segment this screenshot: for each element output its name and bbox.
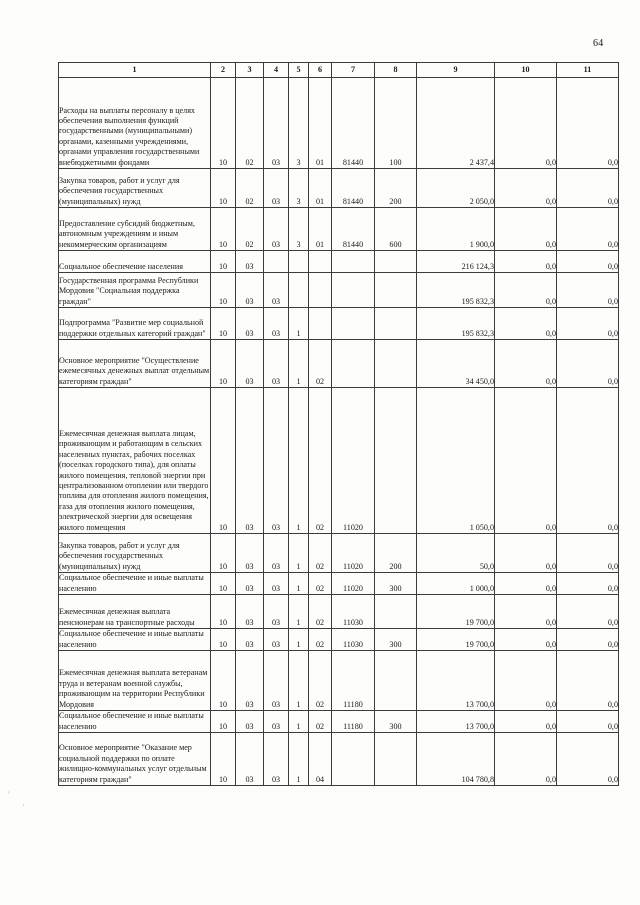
- code-cell-c4: 03: [264, 388, 289, 534]
- code-cell-c5: 1: [289, 733, 309, 786]
- row-name-cell: [59, 629, 211, 651]
- code-cell-c2: 10: [211, 534, 236, 573]
- amount-cell-c11: 0,0: [557, 573, 619, 595]
- code-cell-c6: 04: [309, 733, 332, 786]
- row-name-cell: [59, 651, 211, 711]
- code-cell-c6: 01: [309, 208, 332, 251]
- code-cell-c4: 03: [264, 573, 289, 595]
- table-row: [59, 251, 619, 273]
- code-cell-c3: 02: [236, 208, 264, 251]
- row-name: Социальное обеспечение и иные выплаты населению: [59, 629, 204, 649]
- amount-cell-c10: 0,0: [495, 169, 557, 208]
- code-cell-c8: 200: [375, 169, 417, 208]
- code-cell-c7: 11030: [332, 595, 375, 629]
- code-cell-c5: 3: [289, 169, 309, 208]
- code-cell-c6: 02: [309, 573, 332, 595]
- row-name-cell: [59, 78, 211, 169]
- code-cell-c4: 03: [264, 711, 289, 733]
- column-header-9: 9: [417, 63, 495, 78]
- row-name: Ежемесячная денежная выплата ветеранам труда и ветеранам военной службы, проживающим на территории Республики Мордовия: [59, 668, 208, 709]
- amount-cell-c11: 0,0: [557, 711, 619, 733]
- table-row: [59, 340, 619, 388]
- amount-cell-c9: 195 832,3: [417, 273, 495, 308]
- code-cell-c2: 10: [211, 78, 236, 169]
- code-cell-c2: 10: [211, 388, 236, 534]
- row-name-cell: [59, 534, 211, 573]
- code-cell-c7: [332, 733, 375, 786]
- code-cell-c2: 10: [211, 169, 236, 208]
- code-cell-c4: 03: [264, 308, 289, 340]
- row-name-cell: [59, 388, 211, 534]
- amount-cell-c10: 0,0: [495, 733, 557, 786]
- amount-cell-c9: 104 780,8: [417, 733, 495, 786]
- amount-cell-c9: 34 450,0: [417, 340, 495, 388]
- code-cell-c5: 3: [289, 78, 309, 169]
- code-cell-c7: 11020: [332, 534, 375, 573]
- code-cell-c3: 03: [236, 629, 264, 651]
- table-row: [59, 208, 619, 251]
- row-name-cell: [59, 169, 211, 208]
- amount-cell-c10: 0,0: [495, 251, 557, 273]
- table-row: [59, 308, 619, 340]
- row-name: Социальное обеспечение и иные выплаты населению: [59, 711, 204, 731]
- code-cell-c5: 1: [289, 629, 309, 651]
- code-cell-c3: 03: [236, 651, 264, 711]
- column-header-1: 1: [59, 63, 211, 78]
- amount-cell-c10: 0,0: [495, 78, 557, 169]
- code-cell-c4: 03: [264, 340, 289, 388]
- code-cell-c2: 10: [211, 595, 236, 629]
- code-cell-c4: 03: [264, 534, 289, 573]
- code-cell-c7: 11020: [332, 388, 375, 534]
- amount-cell-c9: 2 437,4: [417, 78, 495, 169]
- column-header-8: 8: [375, 63, 417, 78]
- row-name-cell: [59, 573, 211, 595]
- table-row: [59, 573, 619, 595]
- code-cell-c8: [375, 251, 417, 273]
- row-name: Основное мероприятие "Оказание мер социальной поддержки по оплате жилищно-коммунальных услуг отдельным категориям граждан": [59, 743, 207, 784]
- code-cell-c2: 10: [211, 629, 236, 651]
- code-cell-c5: [289, 273, 309, 308]
- code-cell-c5: 1: [289, 651, 309, 711]
- amount-cell-c11: 0,0: [557, 595, 619, 629]
- code-cell-c7: [332, 251, 375, 273]
- amount-cell-c9: 1 900,0: [417, 208, 495, 251]
- column-header-11: 11: [557, 63, 619, 78]
- amount-cell-c9: 13 700,0: [417, 711, 495, 733]
- table-row: [59, 169, 619, 208]
- code-cell-c7: 81440: [332, 78, 375, 169]
- code-cell-c2: 10: [211, 208, 236, 251]
- amount-cell-c11: 0,0: [557, 169, 619, 208]
- code-cell-c6: 02: [309, 388, 332, 534]
- code-cell-c6: 02: [309, 711, 332, 733]
- scan-mark: ': [8, 790, 10, 800]
- code-cell-c7: 11020: [332, 573, 375, 595]
- code-cell-c7: 11030: [332, 629, 375, 651]
- code-cell-c6: [309, 251, 332, 273]
- code-cell-c8: [375, 388, 417, 534]
- code-cell-c4: 03: [264, 733, 289, 786]
- code-cell-c7: 81440: [332, 169, 375, 208]
- amount-cell-c10: 0,0: [495, 308, 557, 340]
- table-row: [59, 651, 619, 711]
- code-cell-c4: 03: [264, 595, 289, 629]
- code-cell-c6: [309, 273, 332, 308]
- amount-cell-c11: 0,0: [557, 651, 619, 711]
- code-cell-c3: 02: [236, 78, 264, 169]
- budget-table: [58, 62, 619, 786]
- amount-cell-c11: 0,0: [557, 251, 619, 273]
- code-cell-c6: 01: [309, 78, 332, 169]
- table-row: [59, 711, 619, 733]
- table-row: [59, 595, 619, 629]
- amount-cell-c10: 0,0: [495, 573, 557, 595]
- column-header-5: 5: [289, 63, 309, 78]
- code-cell-c7: 81440: [332, 208, 375, 251]
- amount-cell-c10: 0,0: [495, 340, 557, 388]
- code-cell-c8: 300: [375, 573, 417, 595]
- code-cell-c8: [375, 308, 417, 340]
- code-cell-c8: [375, 733, 417, 786]
- code-cell-c7: [332, 273, 375, 308]
- table-body: [59, 78, 619, 786]
- code-cell-c5: 3: [289, 208, 309, 251]
- code-cell-c5: 1: [289, 595, 309, 629]
- code-cell-c7: 11180: [332, 711, 375, 733]
- amount-cell-c9: 216 124,3: [417, 251, 495, 273]
- amount-cell-c9: 1 000,0: [417, 573, 495, 595]
- code-cell-c2: 10: [211, 308, 236, 340]
- amount-cell-c11: 0,0: [557, 629, 619, 651]
- code-cell-c8: [375, 651, 417, 711]
- row-name-cell: [59, 251, 211, 273]
- row-name: Ежемесячная денежная выплата лицам, проживающим и работающим в сельских населенных пунктах, рабочих поселках (поселках городского типа), для оплаты жилого помещения, тепловой энергии при централизованном отоплении или твердого топлива для отопления жилого помещения, газа для отопления жилого помещения, электрической энергии для освещения жилого помещения: [59, 428, 209, 532]
- amount-cell-c9: 195 832,3: [417, 308, 495, 340]
- table-row: [59, 534, 619, 573]
- row-name-cell: [59, 273, 211, 308]
- code-cell-c3: 03: [236, 308, 264, 340]
- table-header-row: [59, 63, 619, 78]
- code-cell-c4: 03: [264, 629, 289, 651]
- row-name-cell: [59, 733, 211, 786]
- code-cell-c2: 10: [211, 340, 236, 388]
- code-cell-c3: 03: [236, 340, 264, 388]
- column-header-6: 6: [309, 63, 332, 78]
- amount-cell-c9: 19 700,0: [417, 629, 495, 651]
- row-name: Закупка товаров, работ и услуг для обеспечения государственных (муниципальных) нужд: [59, 175, 180, 206]
- code-cell-c8: [375, 340, 417, 388]
- code-cell-c7: 11180: [332, 651, 375, 711]
- code-cell-c8: [375, 273, 417, 308]
- row-name: Подпрограмма "Развитие мер социальной поддержки отдельных категорий граждан": [59, 318, 206, 338]
- code-cell-c3: 03: [236, 273, 264, 308]
- row-name-cell: [59, 308, 211, 340]
- code-cell-c8: 300: [375, 711, 417, 733]
- code-cell-c8: [375, 595, 417, 629]
- amount-cell-c11: 0,0: [557, 733, 619, 786]
- code-cell-c7: [332, 308, 375, 340]
- code-cell-c8: 200: [375, 534, 417, 573]
- row-name: Основное мероприятие "Осуществление ежемесячных денежных выплат отдельным категориям граждан": [59, 355, 210, 386]
- row-name: Государственная программа Республики Мордовия "Социальная поддержка граждан": [59, 275, 199, 306]
- column-header-4: 4: [264, 63, 289, 78]
- code-cell-c4: 03: [264, 651, 289, 711]
- code-cell-c5: 1: [289, 308, 309, 340]
- code-cell-c3: 03: [236, 595, 264, 629]
- code-cell-c6: [309, 308, 332, 340]
- amount-cell-c11: 0,0: [557, 388, 619, 534]
- code-cell-c5: 1: [289, 388, 309, 534]
- page-number: 64: [593, 38, 604, 49]
- amount-cell-c11: 0,0: [557, 308, 619, 340]
- code-cell-c6: 01: [309, 169, 332, 208]
- column-header-7: 7: [332, 63, 375, 78]
- code-cell-c8: 300: [375, 629, 417, 651]
- amount-cell-c11: 0,0: [557, 78, 619, 169]
- amount-cell-c9: 1 050,0: [417, 388, 495, 534]
- code-cell-c3: 03: [236, 251, 264, 273]
- code-cell-c8: 100: [375, 78, 417, 169]
- code-cell-c4: 03: [264, 78, 289, 169]
- code-cell-c3: 03: [236, 711, 264, 733]
- amount-cell-c11: 0,0: [557, 340, 619, 388]
- table-row: [59, 733, 619, 786]
- code-cell-c3: 03: [236, 388, 264, 534]
- row-name: Расходы на выплаты персоналу в целях обеспечения выполнения функций государственными (муниципальными) органами, казенными учреждениями, органами управления государственными внебюджетными фондами: [59, 105, 200, 167]
- amount-cell-c10: 0,0: [495, 651, 557, 711]
- code-cell-c3: 03: [236, 534, 264, 573]
- row-name-cell: [59, 711, 211, 733]
- table-row: [59, 388, 619, 534]
- table-row: [59, 78, 619, 169]
- code-cell-c4: [264, 251, 289, 273]
- code-cell-c7: [332, 340, 375, 388]
- amount-cell-c10: 0,0: [495, 629, 557, 651]
- code-cell-c2: 10: [211, 251, 236, 273]
- code-cell-c3: 03: [236, 573, 264, 595]
- amount-cell-c10: 0,0: [495, 208, 557, 251]
- code-cell-c6: 02: [309, 629, 332, 651]
- amount-cell-c9: 13 700,0: [417, 651, 495, 711]
- table-row: [59, 273, 619, 308]
- amount-cell-c11: 0,0: [557, 534, 619, 573]
- code-cell-c3: 03: [236, 733, 264, 786]
- code-cell-c6: 02: [309, 534, 332, 573]
- column-header-3: 3: [236, 63, 264, 78]
- code-cell-c6: 02: [309, 595, 332, 629]
- table-row: [59, 629, 619, 651]
- code-cell-c5: 1: [289, 534, 309, 573]
- code-cell-c5: 1: [289, 711, 309, 733]
- row-name: Социальное обеспечение населения: [59, 261, 183, 271]
- row-name-cell: [59, 340, 211, 388]
- code-cell-c8: 600: [375, 208, 417, 251]
- code-cell-c2: 10: [211, 733, 236, 786]
- code-cell-c2: 10: [211, 273, 236, 308]
- code-cell-c3: 02: [236, 169, 264, 208]
- amount-cell-c10: 0,0: [495, 273, 557, 308]
- amount-cell-c9: 2 050,0: [417, 169, 495, 208]
- code-cell-c2: 10: [211, 573, 236, 595]
- scan-mark: ·: [22, 800, 25, 810]
- code-cell-c4: 03: [264, 273, 289, 308]
- code-cell-c5: 1: [289, 573, 309, 595]
- code-cell-c2: 10: [211, 651, 236, 711]
- column-header-2: 2: [211, 63, 236, 78]
- code-cell-c5: 1: [289, 340, 309, 388]
- code-cell-c5: [289, 251, 309, 273]
- column-header-10: 10: [495, 63, 557, 78]
- row-name: Предоставление субсидий бюджетным, автономным учреждениям и иным некоммерческим организациям: [59, 218, 195, 249]
- amount-cell-c10: 0,0: [495, 534, 557, 573]
- code-cell-c6: 02: [309, 651, 332, 711]
- row-name: Ежемесячная денежная выплата пенсионерам на транспортные расходы: [59, 607, 195, 627]
- amount-cell-c11: 0,0: [557, 208, 619, 251]
- row-name: Закупка товаров, работ и услуг для обеспечения государственных (муниципальных) нужд: [59, 540, 180, 571]
- code-cell-c2: 10: [211, 711, 236, 733]
- amount-cell-c10: 0,0: [495, 388, 557, 534]
- amount-cell-c10: 0,0: [495, 595, 557, 629]
- row-name: Социальное обеспечение и иные выплаты населению: [59, 573, 204, 593]
- amount-cell-c9: 19 700,0: [417, 595, 495, 629]
- amount-cell-c10: 0,0: [495, 711, 557, 733]
- row-name-cell: [59, 208, 211, 251]
- code-cell-c4: 03: [264, 208, 289, 251]
- amount-cell-c9: 50,0: [417, 534, 495, 573]
- code-cell-c6: 02: [309, 340, 332, 388]
- amount-cell-c11: 0,0: [557, 273, 619, 308]
- code-cell-c4: 03: [264, 169, 289, 208]
- row-name-cell: [59, 595, 211, 629]
